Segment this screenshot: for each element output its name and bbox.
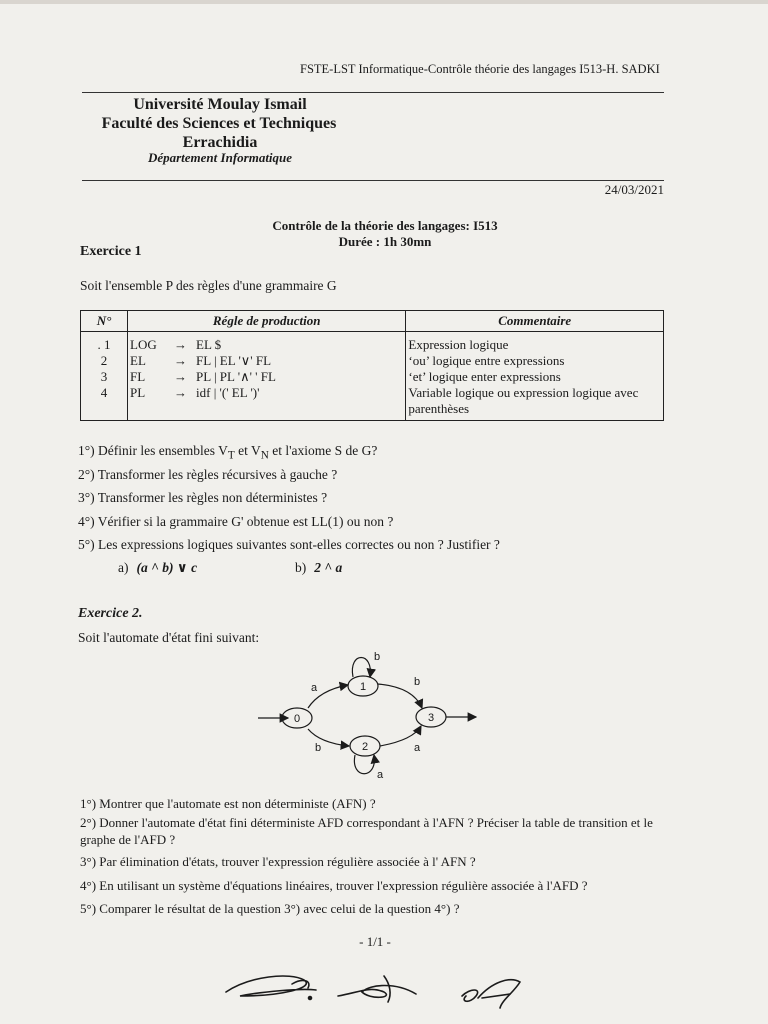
state-1-label: 1 (359, 681, 367, 693)
rule-lhs: PL (128, 385, 173, 421)
ex2-question-5: 5°) Comparer le résultat de la question 3°) avec celui de la question 4°) ? (80, 901, 460, 916)
expression-a (118, 560, 197, 576)
faculty-name: Faculté des Sciences et Techniques (101, 115, 337, 132)
page-number: - 1/1 - (359, 934, 391, 949)
loop-2-label: a (376, 769, 384, 781)
rule-comment: Variable logique ou expression logique avec parenthèses (406, 385, 664, 421)
rule-comment: ‘ou’ logique entre expressions (406, 353, 664, 369)
exam-duration: Durée : 1h 30mn (338, 234, 432, 249)
edge-0-2-label: b (314, 742, 322, 754)
rule-number: 3 (81, 369, 128, 385)
state-3-label: 3 (427, 712, 435, 724)
handwritten-signature (220, 962, 530, 1012)
ex2-question-2: 2°) Donner l'automate d'état fini déterministe AFD correspondant à l'AFN ? Préciser la table de transition et le graphe de l'AFD ? (80, 815, 653, 847)
ex1-question-2: 2°) Transformer les règles récursives à gauche ? (78, 467, 338, 482)
ex2-question-4: 4°) En utilisant un système d'équations linéaires, trouver l'expression régulière associée à l'AFD ? (80, 878, 588, 893)
exam-heading (200, 218, 570, 250)
col-header-number: N° (81, 311, 128, 332)
table-row (81, 332, 664, 354)
col-header-comment: Commentaire (406, 311, 664, 332)
city-name: Errachidia (182, 134, 258, 151)
q1-text-lead: 1°) Définir les ensembles V (78, 443, 228, 458)
ex1-question-4: 4°) Vérifier si la grammaire G' obtenue est LL(1) ou non ? (78, 514, 394, 529)
rule-arrow: → (174, 337, 187, 352)
q1-text-mid: et V (234, 443, 261, 458)
expression-b (295, 560, 342, 576)
rule-lhs: LOG (128, 332, 173, 354)
rule-arrow: → (174, 385, 187, 400)
course-header: FSTE-LST Informatique-Contrôle théorie des langages I513-H. SADKI (300, 62, 660, 76)
loop-1 (352, 658, 370, 678)
rule-arrow: → (174, 369, 187, 384)
col-header-rule: Régle de production (128, 311, 406, 332)
ex2-question-1: 1°) Montrer que l'automate est non déterministe (AFN) ? (80, 796, 376, 811)
rule-rhs: PL | PL '∧' ' FL (196, 369, 276, 384)
rule-rhs: FL | EL '∨' FL (196, 353, 272, 368)
rule-arrow: → (174, 353, 187, 368)
ex2-question-3: 3°) Par élimination d'états, trouver l'expression régulière associée à l' AFN ? (80, 854, 476, 869)
rule-lhs: EL (128, 353, 173, 369)
rule-number: . 1 (81, 332, 128, 354)
automaton-diagram (250, 645, 490, 785)
edge-1-3-label: b (413, 676, 421, 688)
q1-subscript-n: N (260, 449, 269, 462)
loop-2 (354, 755, 374, 774)
q1-text-tail: et l'axiome S de G? (268, 443, 378, 458)
university-name: Université Moulay Ismail (133, 96, 307, 113)
expression-b-value: 2 ^ a (314, 560, 343, 575)
grammar-rules-table (80, 310, 664, 421)
rule-number: 2 (81, 353, 128, 369)
rule-rhs: EL $ (196, 337, 222, 352)
department-name: Département Informatique (147, 150, 293, 165)
ex1-question-5: 5°) Les expressions logiques suivantes sont-elles correctes ou non ? Justifier ? (78, 537, 500, 552)
loop-1-label: b (373, 651, 381, 663)
rule-rhs: idf | '(' EL ')' (196, 385, 260, 400)
exercise2-title: Exercice 2. (78, 606, 143, 621)
rule-number: 4 (81, 385, 128, 421)
rule-lhs: FL (128, 369, 173, 385)
table-row (81, 353, 664, 369)
page-top-edge (0, 0, 768, 4)
state-2-label: 2 (361, 741, 369, 753)
exercise2-intro: Soit l'automate d'état fini suivant: (78, 630, 260, 645)
expression-b-label: b) (295, 560, 307, 575)
header-rule-bottom (82, 180, 664, 181)
table-row (81, 369, 664, 385)
q1-subscript-t: T (227, 449, 235, 462)
ex1-question-1 (78, 443, 377, 462)
ex1-question-3: 3°) Transformer les règles non déterministes ? (78, 490, 328, 505)
edge-0-1-label: a (310, 682, 318, 694)
edge-2-3-label: a (413, 742, 421, 754)
exercise1-intro: Soit l'ensemble P des règles d'une grammaire G (80, 278, 337, 293)
exercise1-title: Exercice 1 (80, 244, 142, 259)
table-row (81, 385, 664, 421)
rule-comment: Expression logique (406, 332, 664, 354)
table-header-row (81, 311, 664, 332)
state-0-label: 0 (293, 713, 301, 725)
exam-date: 24/03/2021 (604, 182, 664, 197)
exam-title: Contrôle de la théorie des langages: I513 (272, 218, 498, 233)
rule-comment: ‘et’ logique enter expressions (406, 369, 664, 385)
expression-a-value: (a ^ b) ∨ c (136, 560, 198, 575)
expression-a-label: a) (118, 560, 129, 575)
header-rule-top (82, 92, 664, 93)
